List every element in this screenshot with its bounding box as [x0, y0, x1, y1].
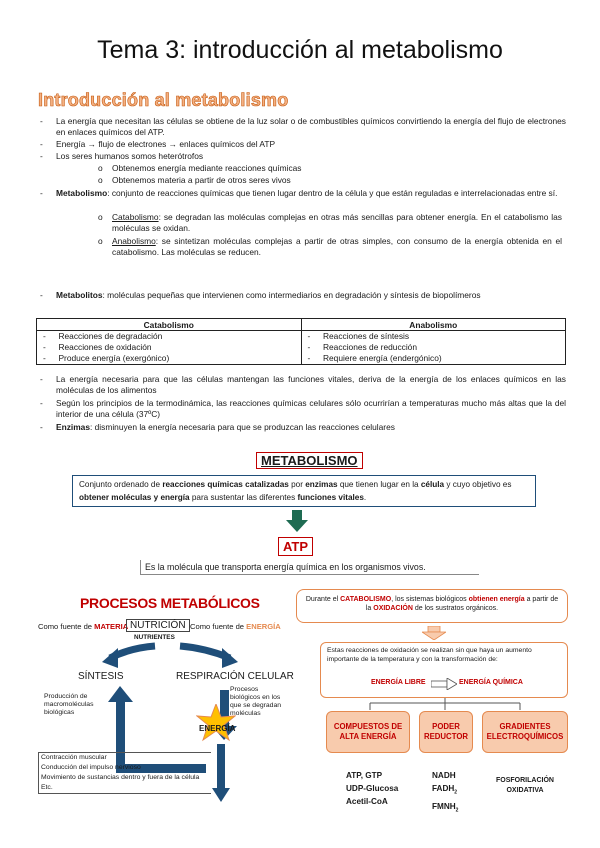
poder-reductor-box: PODER REDUCTOR: [419, 711, 473, 753]
down-arrow-icon: [286, 510, 308, 532]
list-item: Acetil-CoA: [346, 797, 388, 806]
page-title: Tema 3: introducción al metabolismo: [97, 36, 503, 64]
procesos-title: PROCESOS METABÓLICOS: [80, 595, 260, 611]
energy-uses-list: [38, 752, 211, 794]
table-header: Catabolismo: [37, 319, 302, 331]
branch-arrows: [340, 698, 550, 710]
sub-bullet: o Obtenemos materia a partir de otros seres vivos: [98, 175, 291, 185]
list-item: $FADH_2$: [432, 784, 458, 796]
list-item: Etc.: [41, 784, 53, 791]
fuente-energia: Como fuente de ENERGÍA: [190, 622, 281, 631]
compuestos-list: [346, 769, 398, 808]
sub-bullet: o Obtenemos energía mediante reacciones químicas: [98, 163, 302, 173]
catabolismo-text: Durante el CATABOLISMO, los sistemas biológicos obtienen energía a partir de la OXIDACIÓN de los sustratos orgánicos.: [305, 596, 559, 612]
sub-bullet-catabolism: o Catabolismo: se degradan las moléculas complejas en otras más sencillas para obtener energía. En el catabolismo las moléculas se oxidan.: [98, 212, 562, 234]
metabolismo-title: METABOLISMO: [256, 452, 363, 469]
bullet-energy-bonds: - La energía necesaria para que las células mantengan las funciones vitales, deriva de la energía de los enlaces químicos en las moléculas de los alimentos: [40, 374, 566, 396]
table-row: - Reacciones de oxidación - Reacciones de reducción: [37, 342, 566, 353]
list-item: $FMNH_2$: [432, 801, 459, 814]
table-header: Anabolismo: [301, 319, 566, 331]
nutricion-box: NUTRICIÓN: [126, 619, 190, 632]
procesos-biologicos-text: Procesos biológicos en los que se degradan moléculas: [230, 686, 282, 717]
atp-definition: Es la molécula que transporta energía química en los organismos vivos.: [140, 560, 479, 575]
bullet-energy-flow: - Energía → flujo de electrones → enlaces químicos del ATP: [40, 139, 276, 149]
comparison-table: [36, 318, 566, 365]
poder-reductor-list: [432, 769, 458, 817]
energia-libre: ENERGÍA LIBRE: [371, 679, 426, 686]
compuestos-box: COMPUESTOS DE ALTA ENERGÍA: [326, 711, 410, 753]
list-item: Movimiento de sustancias dentro y fuera de la célula: [41, 774, 200, 781]
bullet-energy-source: - La energía que necesitan las células se obtiene de la luz solar o de combustibles químicos convirtiendo la energía del flujo de electrones en enlaces químicos del ATP.: [40, 116, 566, 138]
atp-label: ATP: [278, 537, 313, 556]
energy-down-arrow-icon: [212, 744, 232, 804]
section-heading: Introducción al metabolismo: [38, 90, 289, 110]
bullet-metabolism: - Metabolismo: conjunto de reacciones químicas que tienen lugar dentro de la célula y que están reguladas e interrelacionadas entre sí.: [40, 188, 558, 198]
catabolismo-box: [296, 589, 568, 623]
gradientes-box: GRADIENTES ELECTROQUÍMICOS: [482, 711, 568, 753]
down-arrow-icon: [422, 626, 446, 640]
list-item: Contracción muscular: [41, 754, 107, 761]
energia-quimica: ENERGÍA QUÍMICA: [459, 679, 523, 686]
bullet-heterotrophs: - Los seres humanos somos heterótrofos: [40, 151, 204, 161]
energy-star-icon: [196, 704, 236, 742]
fosforilacion-label: FOSFORILACIÓN OXIDATIVA: [496, 777, 554, 794]
list-item: ATP, GTP: [346, 771, 383, 780]
bullet-thermodynamics: - Según los principios de la termodinámica, las reacciones químicas celulares sólo ocurrirían a temperaturas mucho más altas que la del interior de una célula (37ºC): [40, 398, 566, 420]
nutrientes-label: NUTRIENTES: [134, 634, 175, 641]
bullet-enzymes: - Enzimas: disminuyen la energía necesaria para que se produzcan las reacciones celulares: [40, 422, 395, 432]
list-item: UDP-Glucosa: [346, 784, 399, 793]
produccion-text: Producción de macromoléculas biológicas: [44, 693, 94, 716]
sub-bullet-anabolism: o Anabolismo: se sintetizan moléculas complejas a partir de otras simples, con consumo de la energía obtenida en el catabolismo. Las moléculas se reducen.: [98, 236, 562, 258]
respiracion-label: RESPIRACIÓN CELULAR: [176, 671, 294, 682]
list-item: NADH: [432, 771, 456, 780]
metabolismo-definition: Conjunto ordenado de reacciones químicas catalizadas por enzimas que tienen lugar en la célula y cuyo objetivo es obtener moléculas y energía para sustentar las diferentes funciones vitales.: [72, 475, 536, 507]
sintesis-label: SÍNTESIS: [78, 671, 124, 682]
list-item: Conducción del impulso nervioso: [41, 764, 141, 771]
table-row: - Produce energía (exergónico) - Requiere energía (endergónico): [37, 353, 566, 365]
energia-label: ENERGÍA: [199, 724, 236, 733]
oxidacion-text: Estas reacciones de oxidación se realizan sin que haya un aumento importante de la temperatura y con la transformación de:: [327, 647, 532, 663]
right-arrow-icon: [431, 678, 457, 690]
oxidacion-box: [320, 642, 568, 698]
fuente-materia: Como fuente de MATERIA: [38, 622, 129, 631]
bullet-metabolites: - Metabolitos: moléculas pequeñas que intervienen como intermediarios en degradación y síntesis de biopolímeros: [40, 290, 481, 300]
table-row: - Reacciones de degradación - Reacciones de síntesis: [37, 331, 566, 343]
